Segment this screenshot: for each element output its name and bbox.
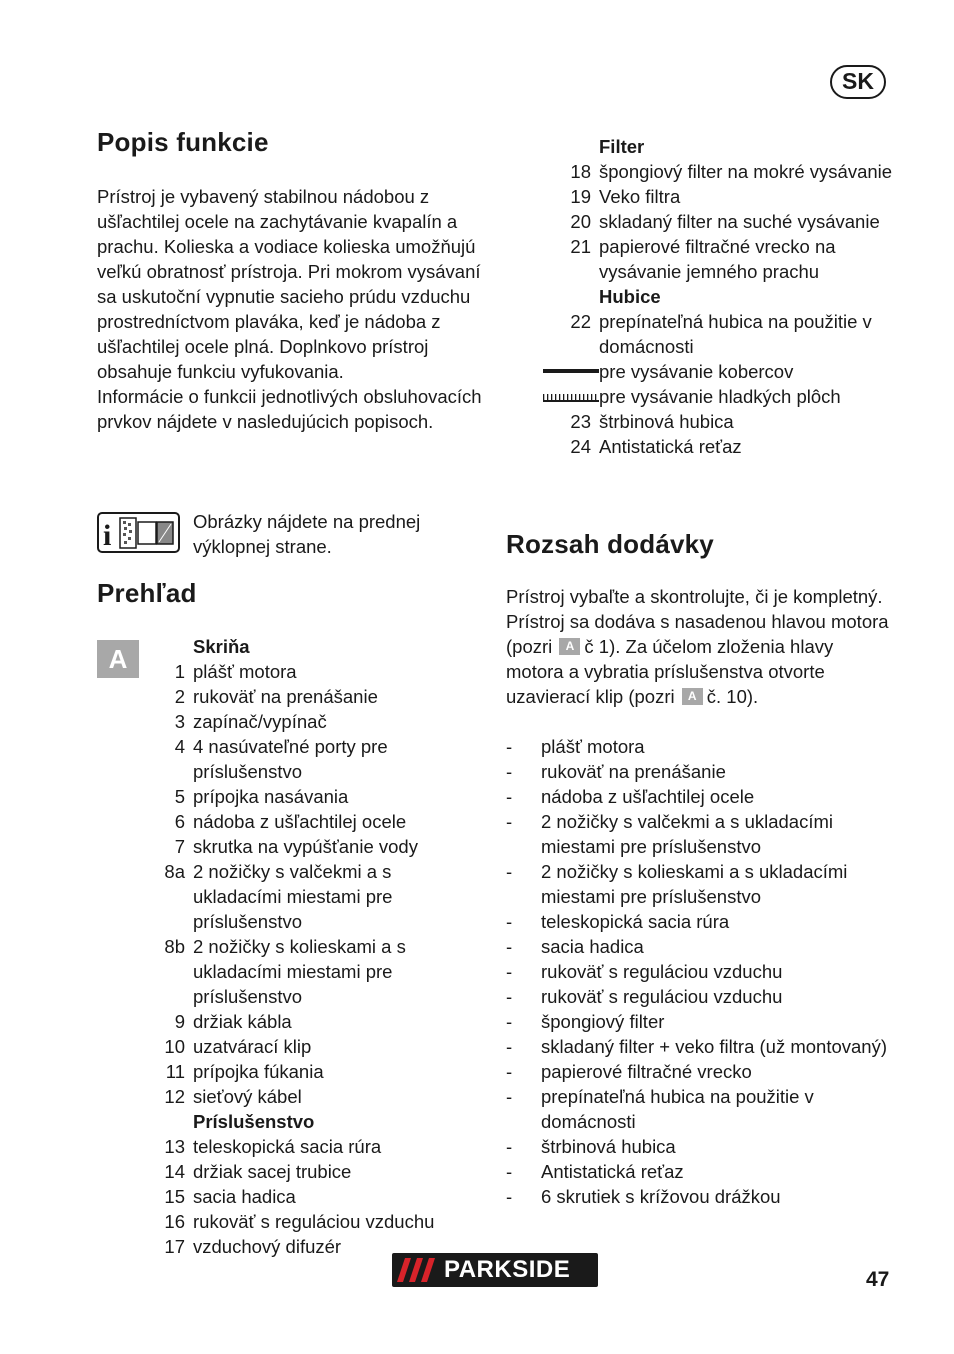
item-number: 7 <box>174 836 185 857</box>
item-text: Filter <box>599 136 645 157</box>
item-text: prípojka fúkania <box>193 1061 324 1082</box>
list-item <box>159 684 482 709</box>
item-text: zapínač/vypínač <box>193 711 327 732</box>
dash-bullet: - <box>506 786 513 807</box>
list-heading <box>567 284 897 309</box>
page-number: 47 <box>866 1268 890 1291</box>
item-text: nádoba z ušľachtilej ocele <box>541 786 755 807</box>
list-item <box>506 1009 891 1034</box>
list-item <box>159 1084 482 1109</box>
bristle-mode-symbol <box>567 384 599 409</box>
list-item <box>159 1059 482 1084</box>
list-item <box>567 434 897 459</box>
dash-bullet: - <box>506 1186 513 1207</box>
list-item <box>159 1184 482 1209</box>
list-item <box>506 1059 891 1084</box>
item-text: rukoväť s reguláciou vzduchu <box>541 986 783 1007</box>
dash-bullet: - <box>506 1086 513 1107</box>
dash-bullet: - <box>506 1161 513 1182</box>
list-item <box>159 1134 482 1159</box>
rozsah-text-part: č. 10). <box>706 686 759 707</box>
item-text: papierové filtračné vrecko na vysávanie jemného prachu <box>599 236 836 282</box>
list-item <box>567 409 897 434</box>
item-number: 23 <box>570 411 591 432</box>
item-text: skladaný filter + veko filtra (už montovaný) <box>541 1036 887 1057</box>
item-text: Antistatická reťaz <box>541 1161 684 1182</box>
list-item <box>159 1034 482 1059</box>
dash-bullet: - <box>506 761 513 782</box>
figure-a-inline-badge: A <box>559 638 580 655</box>
item-number: 18 <box>570 161 591 182</box>
item-text: pre vysávanie kobercov <box>599 361 794 382</box>
overview-list <box>159 634 482 1259</box>
dash-bullet: - <box>506 1036 513 1057</box>
list-item <box>567 359 897 384</box>
list-item <box>567 184 897 209</box>
item-number: 10 <box>164 1036 185 1057</box>
item-text: 6 skrutiek s krížovou drážkou <box>541 1186 781 1207</box>
item-number: 9 <box>174 1011 185 1032</box>
rozsah-text-part: Prístroj sa dodáva s nasadenou hlavou motora (pozri <box>506 611 889 657</box>
item-text: Skriňa <box>193 636 250 657</box>
list-item <box>506 959 891 984</box>
item-text: štrbinová hubica <box>599 411 734 432</box>
item-number: 8a <box>164 861 185 882</box>
item-number: 17 <box>164 1236 185 1257</box>
item-number: 11 <box>165 1061 185 1082</box>
item-text: držiak sacej trubice <box>193 1161 352 1182</box>
item-text: plášť motora <box>193 661 297 682</box>
item-number: 1 <box>174 661 185 682</box>
item-text: držiak kábla <box>193 1011 292 1032</box>
item-number: 8b <box>164 936 185 957</box>
item-text: Príslušenstvo <box>193 1111 315 1132</box>
item-text: Hubice <box>599 286 661 307</box>
rozsah-text <box>506 584 891 709</box>
info-note: Obrázky nájdete na prednej výklopnej strane. <box>193 511 421 557</box>
item-text: 4 nasúvateľné porty pre príslušenstvo <box>193 736 388 782</box>
list-item <box>159 784 482 809</box>
section-title-rozsah: Rozsah dodávky <box>506 529 714 559</box>
list-item <box>159 834 482 859</box>
item-number: 22 <box>570 311 591 332</box>
item-number: 14 <box>164 1161 185 1182</box>
section-title-prehlad: Prehľad <box>97 578 197 608</box>
dash-bullet: - <box>506 986 513 1007</box>
list-item <box>506 1159 891 1184</box>
list-item <box>567 234 897 284</box>
item-number <box>567 284 599 309</box>
delivery-list <box>506 734 891 1209</box>
item-text: pre vysávanie hladkých plôch <box>599 386 841 407</box>
list-item <box>159 734 482 784</box>
item-number: 5 <box>174 786 185 807</box>
list-item <box>506 1184 891 1209</box>
item-number: 2 <box>174 686 185 707</box>
list-item <box>159 934 482 1009</box>
dash-bullet: - <box>506 961 513 982</box>
list-heading <box>159 1109 482 1134</box>
popis-paragraph: Informácie o funkcii jednotlivých obsluhovacích prvkov nájdete v nasledujúcich popisoch. <box>97 386 482 432</box>
item-text: teleskopická sacia rúra <box>193 1136 382 1157</box>
list-item <box>159 1009 482 1034</box>
figure-a-inline-badge: A <box>682 688 703 705</box>
item-text: plášť motora <box>541 736 645 757</box>
carpet-mode-symbol <box>567 359 599 384</box>
item-text: 2 nožičky s valčekmi a s ukladacími miestami pre príslušenstvo <box>541 811 833 857</box>
language-badge: SK <box>830 65 886 99</box>
list-heading <box>567 134 897 159</box>
list-item <box>567 159 897 184</box>
filter-nozzle-list <box>567 134 897 459</box>
list-item <box>506 1034 891 1059</box>
item-text: prípojka nasávania <box>193 786 349 807</box>
item-text: sacia hadica <box>541 936 644 957</box>
item-text: prepínateľná hubica na použitie v domácnosti <box>599 311 872 357</box>
item-text: Antistatická reťaz <box>599 436 742 457</box>
figure-a-badge: A <box>97 640 139 678</box>
list-item <box>506 784 891 809</box>
list-item <box>506 759 891 784</box>
item-number: 13 <box>164 1136 185 1157</box>
item-text: 2 nožičky s valčekmi a s ukladacími miestami pre príslušenstvo <box>193 861 393 932</box>
list-item <box>506 984 891 1009</box>
item-number: 20 <box>570 211 591 232</box>
item-number: 3 <box>174 711 185 732</box>
item-text: špongiový filter <box>541 1011 665 1032</box>
item-text: rukoväť s reguláciou vzduchu <box>541 961 783 982</box>
item-text: sacia hadica <box>193 1186 296 1207</box>
dash-bullet: - <box>506 1136 513 1157</box>
item-number <box>567 134 599 159</box>
dash-bullet: - <box>506 936 513 957</box>
item-text: rukoväť s reguláciou vzduchu <box>193 1211 435 1232</box>
item-text: sieťový kábel <box>193 1086 302 1107</box>
list-item <box>506 859 891 909</box>
popis-paragraph: Prístroj je vybavený stabilnou nádobou z ušľachtilej ocele na zachytávanie kvapalín a prachu. Kolieska a vodiace kolieska umožňujú veľkú obratnosť prístroja. Pri mokrom vysávaní sa uskutoční vypnutie sacieho prúdu vzduchu prostredníctvom plaváka, keď je nádoba z ušľachtilej ocele plná. Doplnkovo prístroj obsahuje funkciu vyfukovania. <box>97 186 481 382</box>
dash-bullet: - <box>506 861 513 882</box>
item-text: nádoba z ušľachtilej ocele <box>193 811 407 832</box>
list-item <box>159 659 482 684</box>
item-text: prepínateľná hubica na použitie v domácnosti <box>541 1086 814 1132</box>
item-text: papierové filtračné vrecko <box>541 1061 752 1082</box>
item-text: vzduchový difuzér <box>193 1236 342 1257</box>
item-text: rukoväť na prenášanie <box>541 761 726 782</box>
list-item <box>506 934 891 959</box>
section-title-popis: Popis funkcie <box>97 127 269 157</box>
list-item <box>506 909 891 934</box>
list-item <box>506 809 891 859</box>
list-item <box>159 709 482 734</box>
item-number <box>159 1109 193 1134</box>
rozsah-paragraph-2 <box>506 609 891 709</box>
item-text: špongiový filter na mokré vysávanie <box>599 161 893 182</box>
item-text: Veko filtra <box>599 186 681 207</box>
parkside-logo <box>392 1253 598 1287</box>
svg-text:i: i <box>103 519 112 552</box>
dash-bullet: - <box>506 736 513 757</box>
list-heading <box>159 634 482 659</box>
rozsah-text-part: č 1). Za účelom zloženia hlavy motora a vybratia príslušenstva otvorte uzavierací klip (pozri <box>506 636 834 707</box>
item-text: teleskopická sacia rúra <box>541 911 730 932</box>
list-item <box>506 734 891 759</box>
list-item <box>159 809 482 834</box>
list-item <box>506 1084 891 1134</box>
info-icon <box>97 512 179 552</box>
dash-bullet: - <box>506 811 513 832</box>
item-text: 2 nožičky s kolieskami a s ukladacími miestami pre príslušenstvo <box>541 861 848 907</box>
item-text: skladaný filter na suché vysávanie <box>599 211 880 232</box>
dash-bullet: - <box>506 1061 513 1082</box>
item-text: 2 nožičky s kolieskami a s ukladacími miestami pre príslušenstvo <box>193 936 406 1007</box>
item-number: 19 <box>570 186 591 207</box>
item-text: uzatvárací klip <box>193 1036 312 1057</box>
item-number: 16 <box>164 1211 185 1232</box>
item-number: 15 <box>164 1186 185 1207</box>
item-text: rukoväť na prenášanie <box>193 686 378 707</box>
item-number: 21 <box>570 236 591 257</box>
list-item <box>159 1209 482 1234</box>
item-text: štrbinová hubica <box>541 1136 676 1157</box>
brand-name: PARKSIDE <box>444 1256 571 1283</box>
list-item <box>159 1159 482 1184</box>
rozsah-paragraph-1: Prístroj vybaľte a skontrolujte, či je kompletný. <box>506 586 883 607</box>
list-item <box>567 384 897 409</box>
list-item <box>567 309 897 359</box>
item-number: 12 <box>164 1086 185 1107</box>
item-number: 4 <box>174 736 185 757</box>
item-text: skrutka na vypúšťanie vody <box>193 836 418 857</box>
item-number: 6 <box>174 811 185 832</box>
dash-bullet: - <box>506 1011 513 1032</box>
dash-bullet: - <box>506 911 513 932</box>
item-number: 24 <box>570 436 591 457</box>
list-item <box>506 1134 891 1159</box>
item-number <box>159 634 193 659</box>
popis-text <box>97 184 482 434</box>
list-item <box>567 209 897 234</box>
list-item <box>159 859 482 934</box>
